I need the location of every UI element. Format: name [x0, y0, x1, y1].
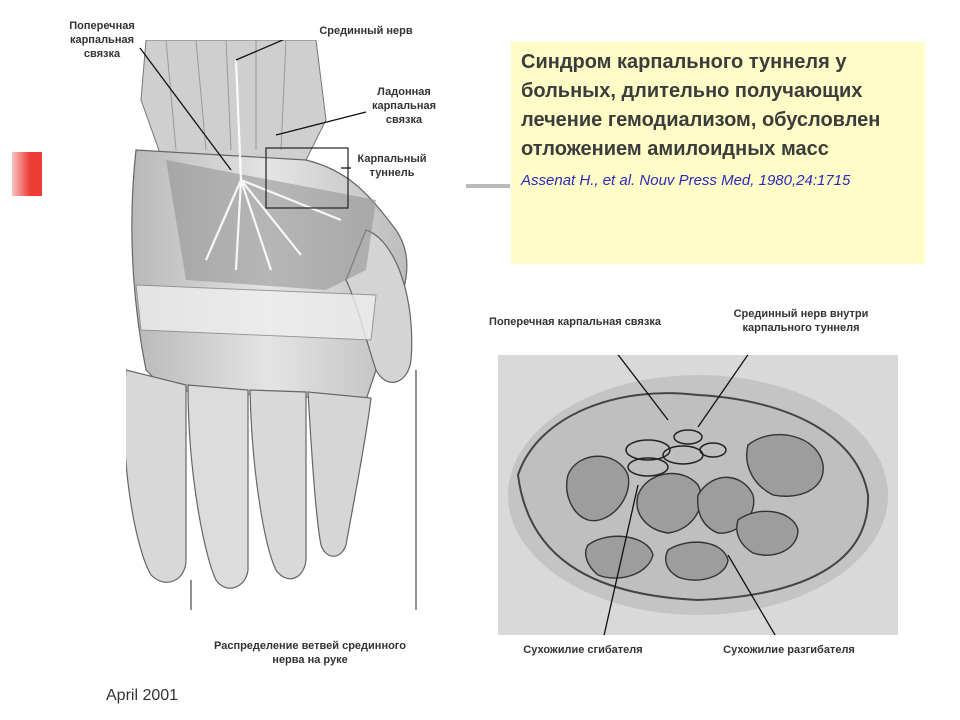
label-extensor-tendons: Сухожилие разгибателя	[723, 644, 855, 656]
label-carpal-tunnel: Карпальный туннель	[357, 153, 427, 179]
citation: Assenat H., et al. Nouv Press Med, 1980,24:1715	[521, 172, 851, 189]
label-section-median-nerve: Срединный нерв внутри карпального туннеля	[733, 308, 869, 334]
label-median-nerve: Срединный нерв	[319, 25, 413, 37]
label-nerve-distribution: Распределение ветвей срединного нерва на руке	[214, 640, 406, 666]
label-palmar-ligament: Ладонная карпальная связка	[371, 86, 437, 126]
footer-date: April 2001	[106, 687, 179, 704]
label-flexor-tendons: Сухожилие сгибателя	[523, 644, 643, 656]
label-section-transverse-ligament: Поперечная карпальная связка	[489, 316, 661, 328]
label-transverse-ligament: Поперечная карпальная связка	[69, 20, 135, 60]
slide-title: Синдром карпального туннеля у больных, длительно получающих лечение гемодиализом, обусловлен отложением амилоидных масс	[521, 51, 881, 160]
slide-accent-bar	[12, 152, 42, 196]
connector-line	[466, 184, 510, 188]
cross-section-illustration	[498, 355, 898, 635]
title-box	[511, 42, 925, 264]
